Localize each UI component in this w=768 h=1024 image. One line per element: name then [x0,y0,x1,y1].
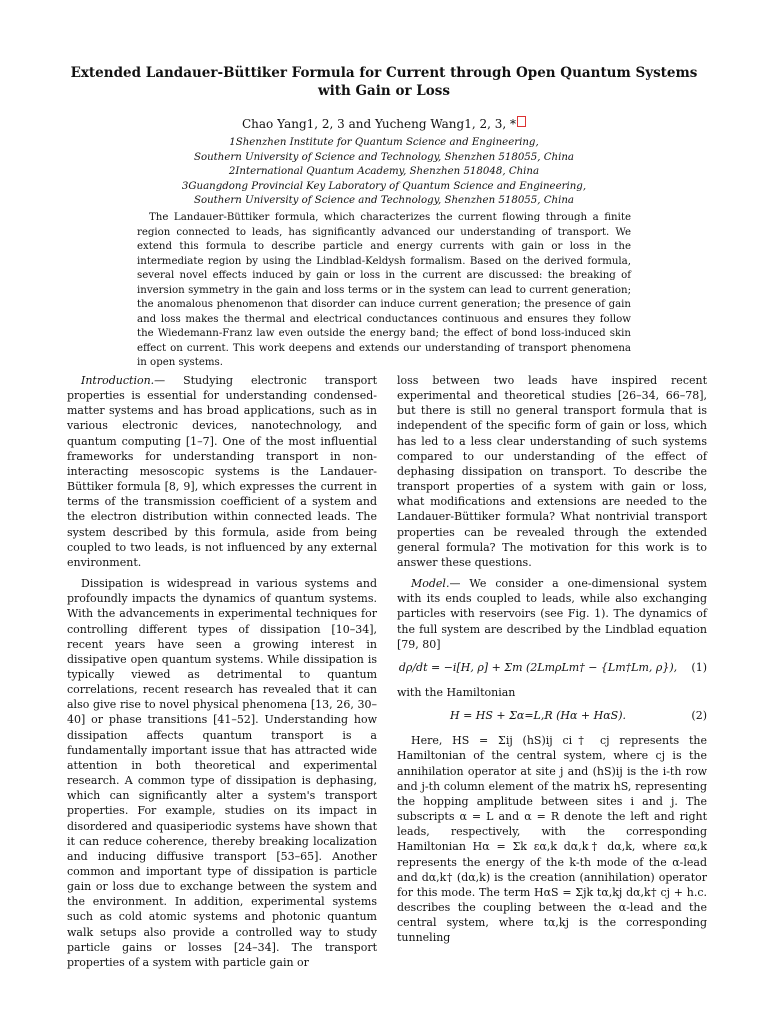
affiliation-line: 1Shenzhen Institute for Quantum Science and Engineering, [229,137,539,148]
affiliation-line: 3Guangdong Provincial Key Laboratory of Quantum Science and Engineering, [181,180,587,192]
equation-1-body: dρ/dt = −i[H, ρ] + Σm (2LmρLm† − {Lm†Lm, ρ}), [398,660,678,674]
model-paragraph [397,576,707,652]
intro-paragraph [67,373,377,570]
title-line-2: with Gain or Loss [318,83,450,99]
model-text: — We consider a one-dimensional system with its ends coupled to leads, while also exchanging particles with reservoirs (see Fig. 1). The dynamics of the full system are described by the Lindblad equation [79, 80] [397,577,707,651]
footnote-link-icon[interactable] [517,116,526,127]
equation-2-body: H = HS + Σα=L,R (Hα + HαS). [449,709,626,723]
dissipation-paragraph: Dissipation is widespread in various systems and profoundly impacts the dynamics of quantum systems. With the advancements in experimental techniques for controlling different types of dissipation [10–34], recent years have seen a growing interest in dissipative open quantum systems. While dissipation is typically viewed as detrimental to quantum correlations, recent research has revealed that it can also give rise to novel physical phenomena [13, 26, 30–40] or phase transitions [41–52]. Understanding how dissipation affects quantum transport is a fundamentally important issue that has attracted wide attention in both theoretical and experimental research. A common type of dissipation is dephasing, which can significantly alter a system's transport properties. For example, studies on its impact in disordered and quasiperiodic systems have shown that it can reduce coherence, thereby breaking localization and inducing diffusive transport [53–65]. Another common and important type of dissipation is particle gain or loss due to exchange between the system and the environment. In addition, experimental systems such as cold atomic systems and photonic quantum walk setups also provide a controlled way to study particle gains or losses [24–34]. The transport properties of a system with particle gain or [67,577,377,969]
equation-2 [397,708,707,723]
abstract [137,211,631,371]
affiliations [60,136,708,209]
hamiltonian-intro: with the Hamiltonian [397,685,516,699]
continued-paragraph: loss between two leads have inspired recent experimental and theoretical studies [26–34, 66–78], but there is still no general transport formula that is independent of the specific form of gain or loss, which has led to a less clear understanding of such systems compared to our understanding of the effect of dephasing dissipation on transport. To describe the transport properties of a system with gain or loss, what modifications and extensions are needed to the Landauer-Büttiker formula? What nontrivial transport properties can be revealed through the extended general formula? The motivation for this work is to answer these questions. [397,374,707,569]
affiliation-line: Southern University of Science and Technology, Shenzhen 518055, China [194,151,574,163]
left-column [67,373,377,976]
intro-text: — Studying electronic transport properties is essential for understanding condensed-matter systems and has broad applications, such as in various electronic devices, nanotechnology, and quantum computing [1–7]. One of the most influential frameworks for understanding transport in non-interacting mesoscopic systems is the Landauer-Büttiker formula [8, 9], which expresses the current in terms of the transmission coefficient of a system and the electron distribution within connected leads. The system described by this formula, aside from being coupled to two leads, is not influenced by any external environment. [67,374,377,569]
equation-2-number: (2) [691,709,707,723]
abstract-text: The Landauer-Büttiker formula, which characterizes the current flowing through a finite region connected to leads, has significantly advanced our understanding of transport. We extend this formula to describe particle and energy currents with gain or loss in the intermediate region by using the Lindblad-Keldysh formalism. Based on the derived formula, several novel effects induced by gain or loss in the current are discussed: the breaking of inversion symmetry in the gain and loss terms or in the system can lead to current generation; the anomalous phenomenon that disorder can induce current generation; the presence of gain and loss makes the thermal and electrical conductances continuous and ensures they follow the Wiedemann-Franz law even outside the energy band; the effect of bond loss-induced skin effect on current. This work deepens and extends our understanding of transport phenomena in open systems. [137,212,631,368]
paper-title [60,64,708,100]
affiliation-line: Southern University of Science and Technology, Shenzhen 518055, China [194,195,574,207]
hamiltonian-description: Here, HS = Σij (hS)ij ci† cj represents the Hamiltonian of the central system, where cj is the annihilation operator at site j and (hS)ij is the i-th row and j-th column element of the matrix hS, representing the hopping amplitude between sites i and j. The subscripts α = L and α = R denote the left and right leads, respectively, with the corresponding Hamiltonian Hα = Σk εα,k dα,k† dα,k, where εα,k represents the energy of the k-th mode of the α-lead and dα,k† (dα,k) is the creation (annihilation) operator for this mode. The term HαS = Σjk tα,kj dα,k† cj + h.c. describes the coupling between the α-lead and the central system, where tα,kj is the corresponding tunneling [397,734,707,945]
equation-1-number: (1) [691,660,707,674]
authors-text: Chao Yang1, 2, 3 and Yucheng Wang1, 2, 3, * [241,117,517,131]
right-column [397,373,707,951]
section-heading-model: Model. [411,577,450,591]
section-heading-introduction: Introduction. [81,374,155,387]
author-list [60,116,708,132]
title-line-1: Extended Landauer-Büttiker Formula for Current through Open Quantum Systems [70,65,698,81]
equation-1 [397,660,707,675]
affiliation-line: 2International Quantum Academy, Shenzhen 518048, China [228,166,540,178]
